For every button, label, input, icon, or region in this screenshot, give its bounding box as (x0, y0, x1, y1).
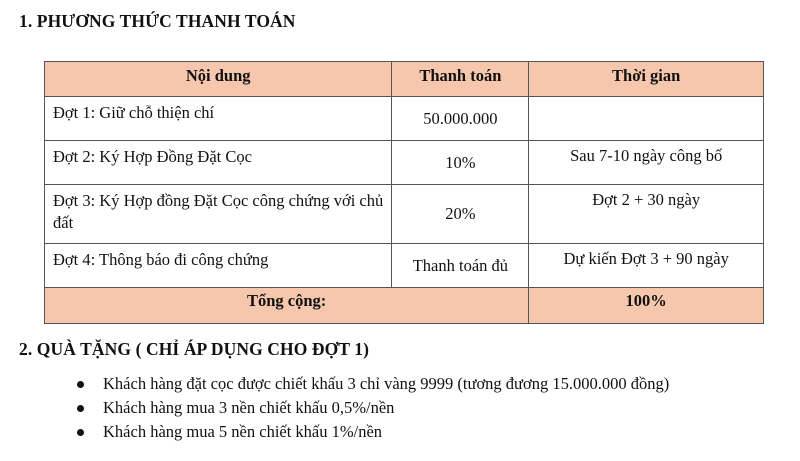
gifts-list (75, 373, 669, 445)
total-value: 100% (529, 288, 764, 324)
header-time: Thời gian (529, 62, 764, 97)
list-item-text: Khách hàng mua 5 nền chiết khấu 1%/nền (103, 422, 383, 441)
row-amount: 50.000.000 (392, 97, 529, 141)
row-content: Đợt 2: Ký Hợp Đồng Đặt Cọc (45, 141, 392, 185)
table-row (45, 97, 764, 141)
bullet-icon (77, 381, 84, 388)
row-amount: 20% (392, 185, 529, 244)
total-label: Tổng cộng: (45, 288, 529, 324)
header-payment: Thanh toán (392, 62, 529, 97)
row-time: Dự kiến Đợt 3 + 90 ngày (529, 244, 764, 288)
bullet-icon (77, 429, 84, 436)
table-header-row (45, 62, 764, 97)
table-row (45, 141, 764, 185)
list-item (75, 421, 669, 445)
header-content: Nội dung (45, 62, 392, 97)
row-amount: Thanh toán đủ (392, 244, 529, 288)
row-content: Đợt 1: Giữ chỗ thiện chí (45, 97, 392, 141)
row-time: Sau 7-10 ngày công bố (529, 141, 764, 185)
row-time (529, 97, 764, 141)
row-content: Đợt 4: Thông báo đi công chứng (45, 244, 392, 288)
list-item-text: Khách hàng đặt cọc được chiết khấu 3 chỉ vàng 9999 (tương đương 15.000.000 đồng) (103, 374, 670, 393)
payment-schedule-table (44, 61, 764, 324)
payment-methods-heading: 1. PHƯƠNG THỨC THANH TOÁN (19, 11, 296, 31)
table-total-row (45, 288, 764, 324)
bullet-icon (77, 405, 84, 412)
row-time: Đợt 2 + 30 ngày (529, 185, 764, 244)
list-item-text: Khách hàng mua 3 nền chiết khấu 0,5%/nền (103, 398, 395, 417)
table-row (45, 185, 764, 244)
list-item (75, 373, 669, 397)
row-amount: 10% (392, 141, 529, 185)
gifts-heading: 2. QUÀ TẶNG ( CHỈ ÁP DỤNG CHO ĐỢT 1) (19, 339, 370, 359)
table-row (45, 244, 764, 288)
list-item (75, 397, 669, 421)
row-content: Đợt 3: Ký Hợp đồng Đặt Cọc công chứng với chủ đất (45, 185, 392, 244)
